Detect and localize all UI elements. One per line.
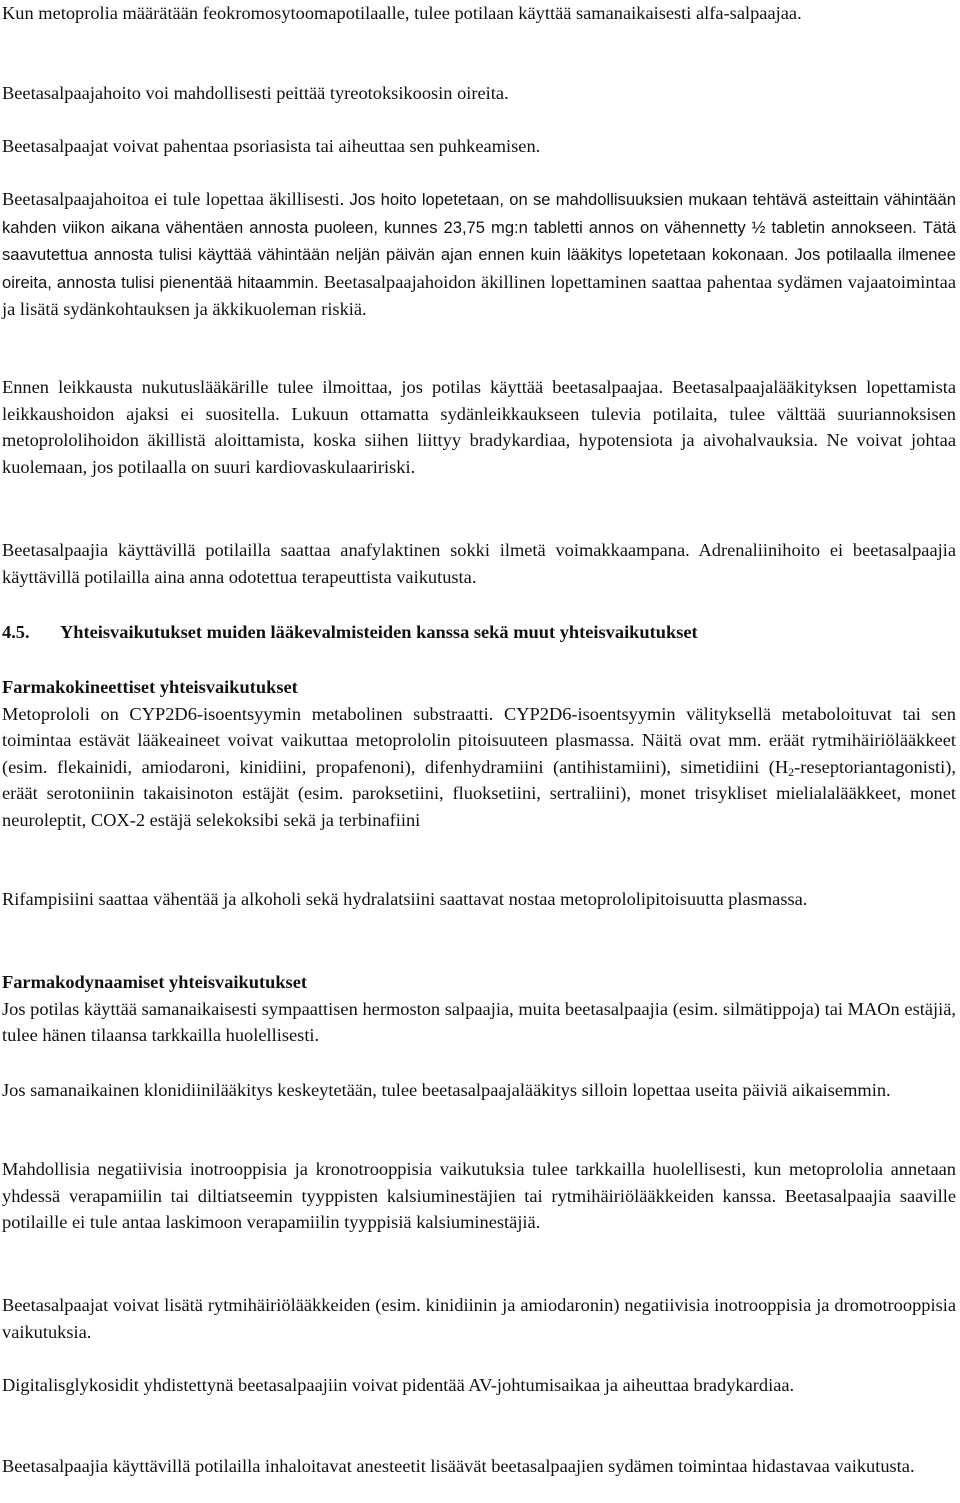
paragraph-rifampicin: Rifampisiini saattaa vähentää ja alkoholi sekä hydralatsiini saattavat nostaa metoprololipitoisuutta plasmassa. <box>2 889 808 909</box>
discontinuation-risk-text: Beetasalpaajahoidon äkillinen lopettaminen saattaa pahentaa sydämen vajaatoimintaa ja lisätä sydänkohtauksen ja äkkikuoleman riskiä. <box>2 271 956 319</box>
paragraph-psoriasis: Beetasalpaajat voivat pahentaa psoriasista tai aiheuttaa sen puhkeamisen. <box>2 136 541 156</box>
section-heading <box>2 619 956 646</box>
subscript-2: 2 <box>788 764 795 779</box>
discontinuation-serif-text: Beetasalpaajahoitoa ei tule lopettaa äkillisesti. <box>2 189 345 209</box>
paragraph-pharmacodynamic <box>2 969 956 1049</box>
pharmacokinetic-heading: Farmakokineettiset yhteisvaikutukset <box>2 677 298 697</box>
paragraph-pheochromocytoma: Kun metoprolia määrätään feokromosytoomapotilaalle, tulee potilaan käyttää samanaikaisesti alfa-salpaajaa. <box>2 3 802 23</box>
section-number: 4.5. <box>2 622 30 642</box>
paragraph-clonidine: Jos samanaikainen klonidiinilääkitys keskeytetään, tulee beetasalpaajalääkitys silloin lopettaa useita päiviä aikaisemmin. <box>2 1080 891 1100</box>
paragraph-verapamil: Mahdollisia negatiivisia inotrooppisia ja kronotrooppisia vaikutuksia tulee tarkkailla huolellisesti, kun metoprololia annetaan yhdessä verapamiilin tai diltiatseemin tyyppisten kalsiuminestäjien tai rytmihäiriölääkkeiden kanssa. Beetasalpaajia saaville potilaille ei tule antaa laskimoon verapamiilin tyyppisiä kalsiuminestäjiä. <box>2 1159 956 1232</box>
paragraph-discontinuation <box>2 186 956 323</box>
paragraph-anesthetics: Beetasalpaajia käyttävillä potilailla inhaloitavat anesteetit lisäävät beetasalpaajien sydämen toimintaa hidastavaa vaikutusta. <box>2 1456 915 1476</box>
section-title: Yhteisvaikutukset muiden lääkevalmisteiden kanssa sekä muut yhteisvaikutukset <box>60 622 698 642</box>
pharmacokinetic-text: Metoprololi on CYP2D6-isoentsyymin metabolinen substraatti. CYP2D6-isoentsyymin välityksellä metaboloituvat tai sen toimintaa estävät lääkeaineet voivat vaikuttaa metoprololin pitoisuuteen plasmassa. Näitä ovat mm. eräät rytmihäiriölääkkeet (esim. flekainidi, amiodaroni, kinidiini, propafenoni), difenhydramiini (antihistamiini), simetidiini (H <box>2 703 956 777</box>
discontinuation-sans-text: Jos hoito lopetetaan, on se mahdollisuuksien mukaan tehtävä asteittain vähintään kahden viikon aikana vähentäen annosta puoleen, kunnes 23,75 mg:n tabletti annos on vähennetty ½ tabletin annokseen. <box>2 190 956 237</box>
discontinuation-sans-text-2: Tätä saavutettua annosta tulisi käyttää vähintään neljän päivän ajan ennen kuin lääkitys lopetetaan kokonaan. Jos potilaalla ilmenee oireita, annosta tulisi pienentää hitaammin. <box>2 217 956 292</box>
pharmacodynamic-heading: Farmakodynaamiset yhteisvaikutukset <box>2 972 307 992</box>
paragraph-surgery: Ennen leikkausta nukutuslääkärille tulee ilmoittaa, jos potilas käyttää beetasalpaajaa. Beetasalpaajalääkityksen lopettamista leikkaushoidon ajaksi ei suositella. Lukuun ottamatta sydänleikkaukseen tulevia potilaita, tulee välttää suuriannoksisen metoprololihoidon äkillistä aloittamista, koska siihen liittyy bradykardiaa, hypotensiota ja aivohalvauksia. Ne voivat johtaa kuolemaan, jos potilaalla on suuri kardiovaskulaaririski. <box>2 377 956 477</box>
pharmacokinetic-text-2: -reseptoriantagonisti), eräät serotoniinin takaisinoton estäjät (esim. paroksetiini, fluoksetiini, sertraliini), monet trisykliset mielialalääkkeet, monet neuroleptit, COX-2 estäjä selekoksibi sekä ja terbinafiini <box>2 756 956 830</box>
paragraph-pharmacokinetic <box>2 674 956 833</box>
paragraph-thyrotoxicosis: Beetasalpaajahoito voi mahdollisesti peittää tyreotoksikoosin oireita. <box>2 83 509 103</box>
paragraph-digitalis: Digitalisglykosidit yhdistettynä beetasalpaajiin voivat pidentää AV-johtumisaikaa ja aiheuttaa bradykardiaa. <box>2 1375 795 1395</box>
paragraph-antiarrhythmics: Beetasalpaajat voivat lisätä rytmihäiriölääkkeiden (esim. kinidiinin ja amiodaronin) negatiivisia inotrooppisia ja dromotrooppisia vaikutuksia. <box>2 1295 956 1342</box>
paragraph-anaphylaxis: Beetasalpaajia käyttävillä potilailla saattaa anafylaktinen sokki ilmetä voimakkaampana. Adrenaliinihoito ei beetasalpaajia käyttävillä potilailla aina anna odotettua terapeuttista vaikutusta. <box>2 540 956 587</box>
pharmacodynamic-text: Jos potilas käyttää samanaikaisesti sympaattisen hermoston salpaajia, muita beetasalpaajia (esim. silmätippoja) tai MAOn estäjiä, tulee hänen tilaansa tarkkailla huolellisesti. <box>2 998 956 1045</box>
